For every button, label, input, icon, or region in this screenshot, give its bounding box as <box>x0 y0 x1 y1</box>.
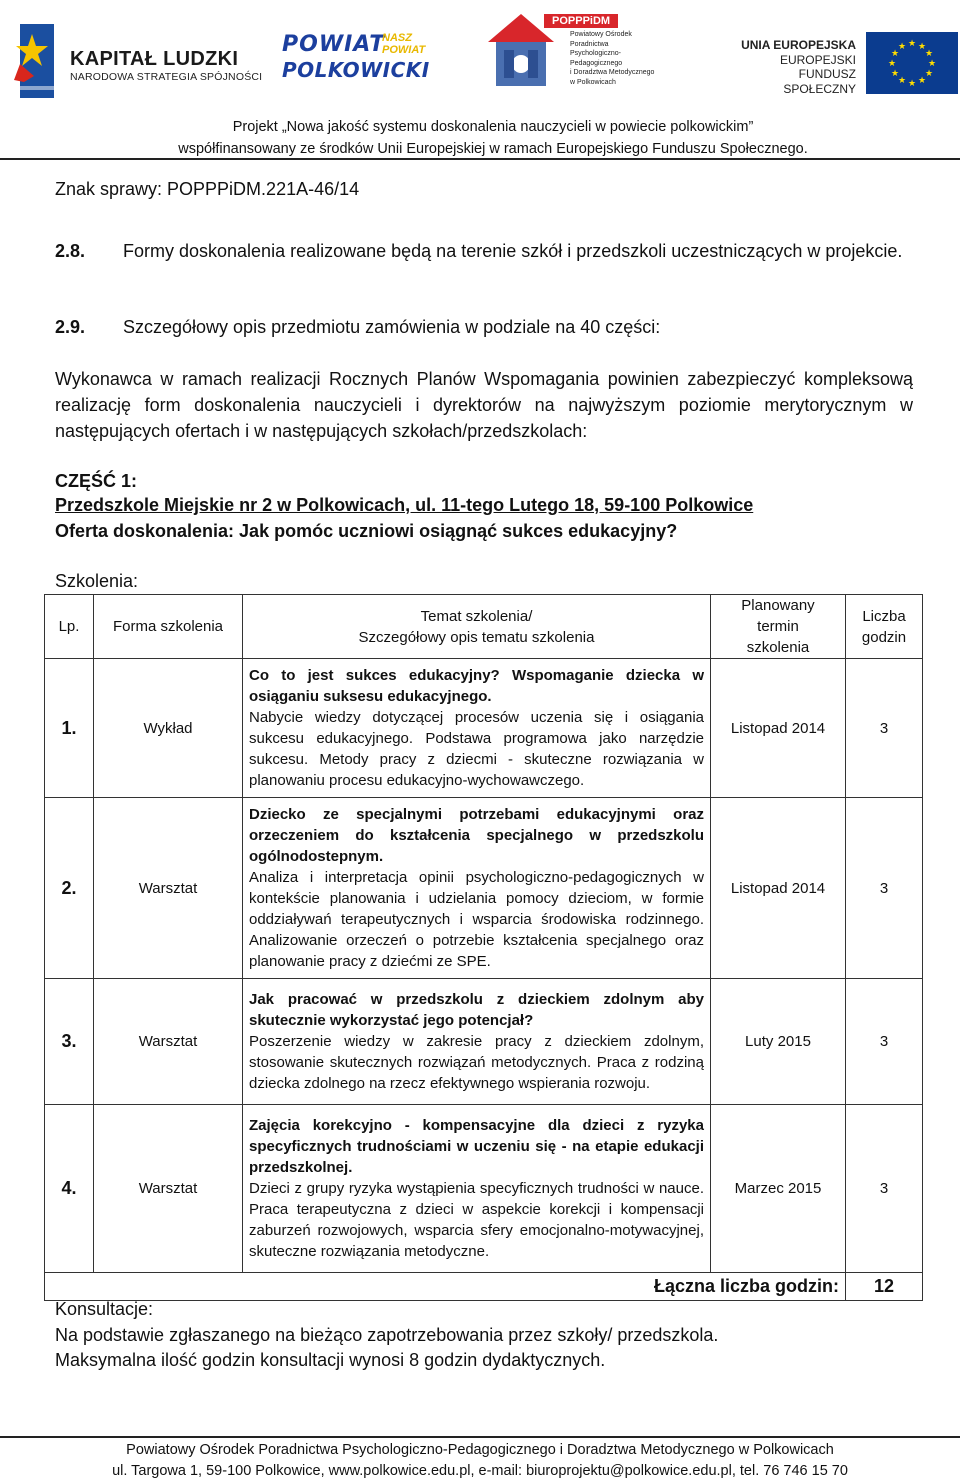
row-godziny: 3 <box>846 798 923 979</box>
section-2-8-text: Formy doskonalenia realizowane będą na terenie szkół i przedszkoli uczestniczących w projekcie. <box>123 241 903 261</box>
section-2-9-text: Szczegółowy opis przedmiotu zamówienia w podziale na 40 części: <box>123 317 661 337</box>
row-lp: 1. <box>45 659 94 798</box>
col-header-temat-line2: Szczegółowy opis tematu szkolenia <box>358 628 595 646</box>
intro-paragraph: Wykonawca w ramach realizacji Rocznych Planów Wspomagania powinien zabezpieczyć kompleksową realizację form doskonalenia nauczycieli i dyrektorów na najwyższym poziomie merytorycznym w następujących ofertach i w następujących szkołach/przedszkolach: <box>55 369 913 441</box>
col-header-termin-line2: termin <box>757 618 799 635</box>
svg-text:★: ★ <box>897 42 907 52</box>
row-title: Dziecko ze specjalnymi potrzebami edukacyjnymi oraz orzeczeniem do kształcenia specjalnego w przedszkolu ogólnodostepnym. <box>249 806 704 865</box>
svg-text:★: ★ <box>924 69 934 79</box>
col-header-termin-line1: Planowany <box>741 597 815 614</box>
row-lp: 4. <box>45 1105 94 1273</box>
part-label: CZĘŚĆ 1: <box>55 471 138 491</box>
row-termin: Listopad 2014 <box>711 659 846 798</box>
row-title: Jak pracować w przedszkolu z dzieckiem zdolnym aby skutecznie wykorzystać jego potencjał? <box>249 991 704 1029</box>
row-description <box>243 798 711 979</box>
row-termin: Listopad 2014 <box>711 798 846 979</box>
row-description <box>243 1105 711 1273</box>
ue-line1: UNIA EUROPEJSKA <box>741 38 856 52</box>
project-header <box>148 116 838 160</box>
poppp-line4: w Polkowicach <box>570 78 616 86</box>
row-description <box>243 659 711 798</box>
row-lp: 2. <box>45 798 94 979</box>
eu-flag-icon <box>866 32 958 94</box>
section-2-8-number: 2.8. <box>55 241 86 261</box>
trainings-table <box>44 594 923 1301</box>
footer-line1: Powiatowy Ośrodek Poradnictwa Psychologiczno-Pedagogicznego i Doradztwa Metodycznego w Polkowicach <box>126 1442 834 1458</box>
row-termin: Marzec 2015 <box>711 1105 846 1273</box>
row-forma: Warsztat <box>94 979 243 1105</box>
table-header-row <box>45 595 923 659</box>
table-total-row <box>45 1273 923 1301</box>
svg-text:★: ★ <box>924 49 934 59</box>
col-header-godziny-line2: godzin <box>861 628 907 646</box>
footer <box>0 1440 960 1482</box>
poppp-line2: Psychologiczno-Pedagogicznego <box>570 50 623 67</box>
consult-label: Konsultacje: <box>55 1299 154 1319</box>
svg-text:★: ★ <box>890 69 900 79</box>
svg-text:★: ★ <box>917 42 927 52</box>
col-header-forma: Forma szkolenia <box>94 595 243 659</box>
poppp-line1: Powiatowy Ośrodek Poradnictwa <box>570 31 632 48</box>
col-header-godziny-line1: Liczba <box>862 607 906 625</box>
row-forma: Warsztat <box>94 1105 243 1273</box>
powiat-logo-line2: POLKOWICKI <box>282 58 430 82</box>
row-title: Zajęcia korekcyjno - kompensacyjne dla dzieci z ryzyka specyficznych trudnościami w uczeniu się - na etapie edukacji przedszkolnej. <box>249 1117 704 1176</box>
powiat-polkowicki-logo <box>282 32 442 86</box>
row-termin: Luty 2015 <box>711 979 846 1105</box>
svg-text:★: ★ <box>907 79 917 89</box>
row-godziny: 3 <box>846 1105 923 1273</box>
row-desc: Analiza i interpretacja opinii psychologiczno-pedagogicznych w kontekście planowania i udzielania pomocy dzieciom, w formie oddziaływań terapeutycznych i wsparcia środowiska rodzinnego. Analizowanie orzeczeń o potrzebie kształcenia specjalnego oraz planowanie pracy z dziećmi ze SPE. <box>249 869 704 970</box>
svg-text:★: ★ <box>907 39 917 49</box>
powiat-logo-line1: POWIAT <box>282 32 386 57</box>
row-forma: Wykład <box>94 659 243 798</box>
poppp-line3: i Doradztwa Metodycznego <box>570 69 655 76</box>
row-godziny: 3 <box>846 979 923 1105</box>
consult-line2: Maksymalna ilość godzin konsultacji wynosi 8 godzin dydaktycznych. <box>55 1350 606 1370</box>
table-row <box>45 659 923 798</box>
row-desc: Dzieci z grupy ryzyka wystąpienia specyficznych trudności w nauce. Praca terapeutyczna z dzieci w aspekcie korekcji i kompensacji zaburzeń rozwojowych, wsparcia sfery emocjonalno-motywacyjnej, skuteczne rozwiązania metodyczne. <box>249 1180 704 1260</box>
svg-text:★: ★ <box>917 76 927 86</box>
table-row <box>45 1105 923 1273</box>
row-desc: Nabycie wiedzy dotyczącej procesów uczenia się i osiągania sukcesu edukacyjnego. Podstawa programowa jako narzędzie sukcesu. Metody pracy z dziecmi - skuteczne rozwiązania w planowaniu procesu edukacyjno-wychowawczego. <box>249 709 704 789</box>
project-line1: Projekt „Nowa jakość systemu doskonalenia nauczycieli w powiecie polkowickim” <box>232 119 754 135</box>
col-header-termin <box>711 595 846 659</box>
powiat-badge-line1: NASZ <box>382 32 412 44</box>
footer-line2: ul. Targowa 1, 59-100 Polkowice, www.polkowice.edu.pl, e-mail: biuroprojektu@polkowice.edu.pl, tel. 76 746 15 70 <box>112 1463 848 1479</box>
case-number: Znak sprawy: POPPPiDM.221A-46/14 <box>55 179 360 199</box>
kapital-ludzki-subtitle: NARODOWA STRATEGIA SPÓJNOŚCI <box>70 71 263 83</box>
header-divider <box>0 158 960 160</box>
poppp-logo-title: POPPPiDM <box>544 14 618 28</box>
project-line2: współfinansowany ze środków Unii Europejskiej w ramach Europejskiego Funduszu Społecznego. <box>178 141 808 157</box>
svg-text:★: ★ <box>927 59 937 69</box>
powiat-logo-badge <box>382 32 425 56</box>
consult-line1: Na podstawie zgłaszanego na bieżąco zapotrzebowania przez szkoły/ przedszkola. <box>55 1325 719 1345</box>
row-title: Co to jest sukces edukacyjny? Wspomaganie dziecka w osiąganiu suksesu edukacyjnego. <box>249 667 704 705</box>
row-lp: 3. <box>45 979 94 1105</box>
col-header-termin-line3: szkolenia <box>746 639 810 656</box>
row-forma: Warsztat <box>94 798 243 979</box>
footer-divider <box>0 1436 960 1438</box>
poppp-logo-text <box>570 30 666 87</box>
table-row <box>45 798 923 979</box>
col-header-temat-line1: Temat szkolenia/ <box>420 607 533 625</box>
poppp-logo <box>486 8 666 92</box>
svg-text:★: ★ <box>897 76 907 86</box>
powiat-badge-line2: POWIAT <box>382 44 426 56</box>
section-2-9-number: 2.9. <box>55 317 86 337</box>
school-address: Przedszkole Miejskie nr 2 w Polkowicach, ul. 11-tego Lutego 18, 59-100 Polkowice <box>55 495 754 515</box>
svg-text:★: ★ <box>887 59 897 69</box>
kapital-ludzki-emblem-icon <box>10 24 54 98</box>
row-desc: Poszerzenie wiedzy w zakresie pracy z dzieckiem zdolnym, stosowanie skutecznych rozwiązań metodycznych. Praca z rodziną dziecka zdolnego na rzecz efektywnego wspierania rozwoju. <box>249 1033 704 1092</box>
offer-title: Oferta doskonalenia: Jak pomóc uczniowi osiągnąć sukces edukacyjny? <box>55 521 678 541</box>
table-row <box>45 979 923 1105</box>
row-godziny: 3 <box>846 659 923 798</box>
total-hours-value: 12 <box>846 1273 923 1301</box>
row-description <box>243 979 711 1105</box>
trainings-label: Szkolenia: <box>55 571 139 591</box>
col-header-lp: Lp. <box>45 595 94 659</box>
col-header-godziny <box>846 595 923 659</box>
ue-logo-text <box>728 38 856 96</box>
ue-line2: EUROPEJSKI <box>779 52 856 67</box>
ue-line3: FUNDUSZ SPOŁECZNY <box>783 67 856 96</box>
total-hours-label: Łączna liczba godzin: <box>45 1273 846 1301</box>
kapital-ludzki-title: KAPITAŁ LUDZKI <box>70 48 239 70</box>
svg-text:★: ★ <box>890 49 900 59</box>
col-header-temat <box>243 595 711 659</box>
